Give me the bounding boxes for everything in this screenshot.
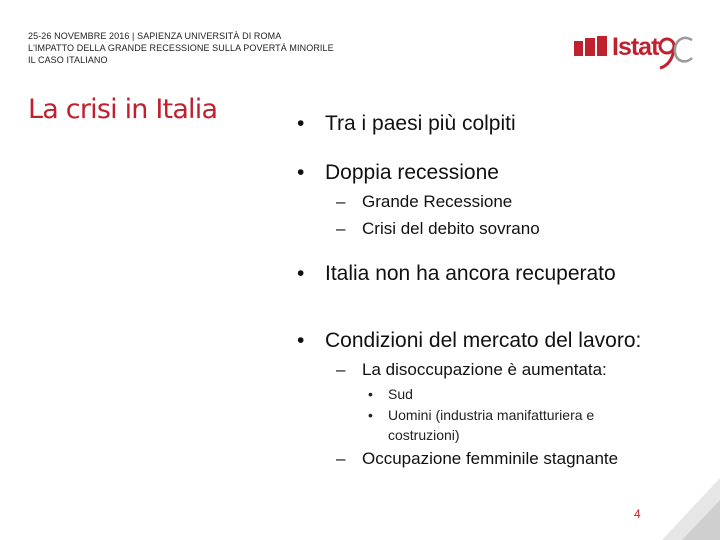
istat-90-anniversary-icon <box>656 32 696 72</box>
bullet-dot: • <box>297 161 305 184</box>
corner-decoration-icon <box>630 450 720 540</box>
bullet-dot: • <box>297 112 305 135</box>
dash-marker: – <box>336 449 346 468</box>
bullet-2-text: Doppia recessione <box>325 161 499 184</box>
bullet-4-text: Condizioni del mercato del lavoro: <box>325 329 642 352</box>
istat-logo <box>574 32 696 72</box>
header-line-date-venue: 25-26 NOVEMBRE 2016 | SAPIENZA UNIVERSITÀ DI ROMA <box>28 31 282 41</box>
sub-bullet-2-2-text: Crisi del debito sovrano <box>362 219 540 238</box>
sub-bullet-4-2-text: Occupazione femminile stagnante <box>362 449 619 468</box>
sub-bullet-2-1 <box>336 192 512 212</box>
sub-bullet-2-1-text: Grande Recessione <box>362 192 513 211</box>
bullet-2 <box>297 161 499 185</box>
sub-sub-bullet-uomini-text: Uomini (industria manifatturiera e costruzioni) <box>388 407 595 443</box>
bullet-1 <box>297 112 516 136</box>
sub-bullet-2-2 <box>336 219 540 239</box>
dash-marker: – <box>336 360 346 379</box>
bullet-dot: • <box>368 386 373 402</box>
sub-bullet-4-1 <box>336 360 607 380</box>
bullet-dot: • <box>297 262 305 285</box>
dash-marker: – <box>336 219 346 238</box>
istat-squares-icon <box>574 36 608 58</box>
bullet-3 <box>297 262 616 286</box>
section-title: La crisi in Italia <box>28 94 218 125</box>
bullet-3-text: Italia non ha ancora recuperato <box>325 262 616 285</box>
sub-bullet-4-1-text: La disoccupazione è aumentata: <box>362 360 607 379</box>
header-line-title: L'IMPATTO DELLA GRANDE RECESSIONE SULLA POVERTÁ MINORILE <box>28 43 334 53</box>
page-number: 4 <box>634 507 641 521</box>
bullet-dot: • <box>297 329 305 352</box>
bullet-4 <box>297 329 641 353</box>
bullet-dot: • <box>368 407 373 423</box>
istat-wordmark: Istat <box>612 33 659 61</box>
header-line-subtitle: IL CASO ITALIANO <box>28 55 108 65</box>
bullet-1-text: Tra i paesi più colpiti <box>325 112 516 135</box>
slide-header <box>28 30 334 66</box>
sub-sub-bullet-sud-text: Sud <box>388 386 413 402</box>
dash-marker: – <box>336 192 346 211</box>
sub-bullet-4-2 <box>336 449 618 469</box>
